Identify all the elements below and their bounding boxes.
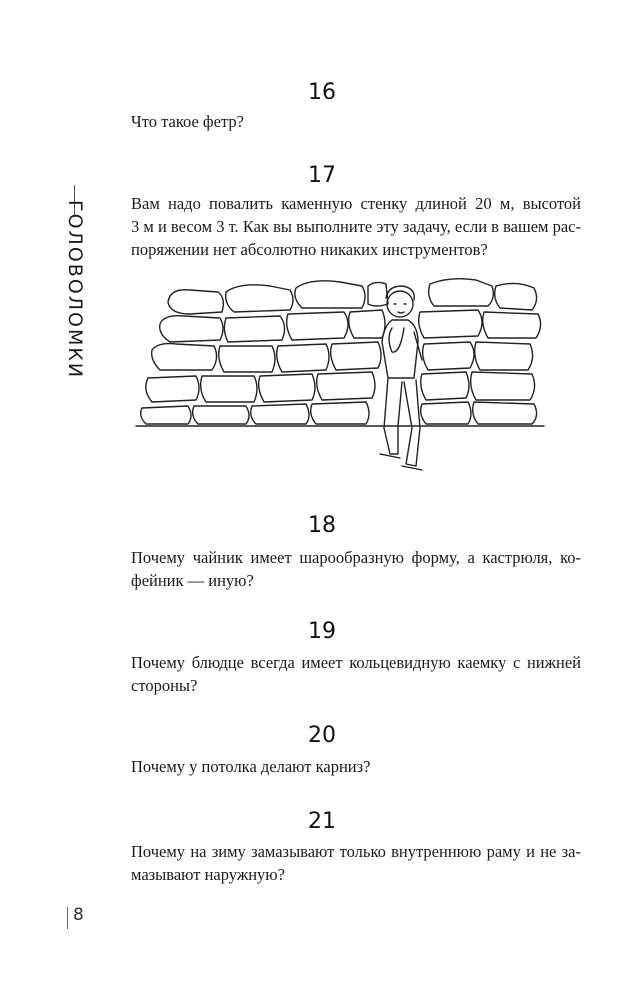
folio-divider [67,907,68,929]
question-line: Что такое фетр? [131,112,244,131]
question-number: 17 [308,163,336,188]
question-number: 20 [308,723,336,748]
question-line: поряжении нет абсолютно никаких инструментов? [131,240,488,259]
question-text [131,110,581,133]
question-text [131,192,581,261]
question-number: 18 [308,513,336,538]
question-number: 16 [308,80,336,105]
question-text [131,840,581,886]
section-running-head: ГОЛОВОЛОМКИ [64,200,86,380]
question-line: стороны? [131,676,198,695]
question-text [131,651,581,697]
question-text [131,755,581,778]
question-line: 3 м и весом 3 т. Как вы выполните эту задачу, если в вашем рас- [131,217,581,236]
page-number: 8 [73,905,84,925]
question-line: Почему у потолка делают карниз? [131,757,371,776]
question-line: Почему чайник имеет шарообразную форму, а кастрюля, ко- [131,548,581,567]
question-text [131,546,581,592]
question-number: 21 [308,809,336,834]
question-number: 19 [308,619,336,644]
question-line: Почему на зиму замазывают только внутреннюю раму и не за- [131,842,581,861]
question-line: мазывают наружную? [131,865,285,884]
question-line: Почему блюдце всегда имеет кольцевидную каемку с нижней [131,653,581,672]
stone-wall-illustration [130,268,552,476]
question-line: фейник — иную? [131,571,254,590]
question-line: Вам надо повалить каменную стенку длиной 20 м, высотой [131,194,581,213]
